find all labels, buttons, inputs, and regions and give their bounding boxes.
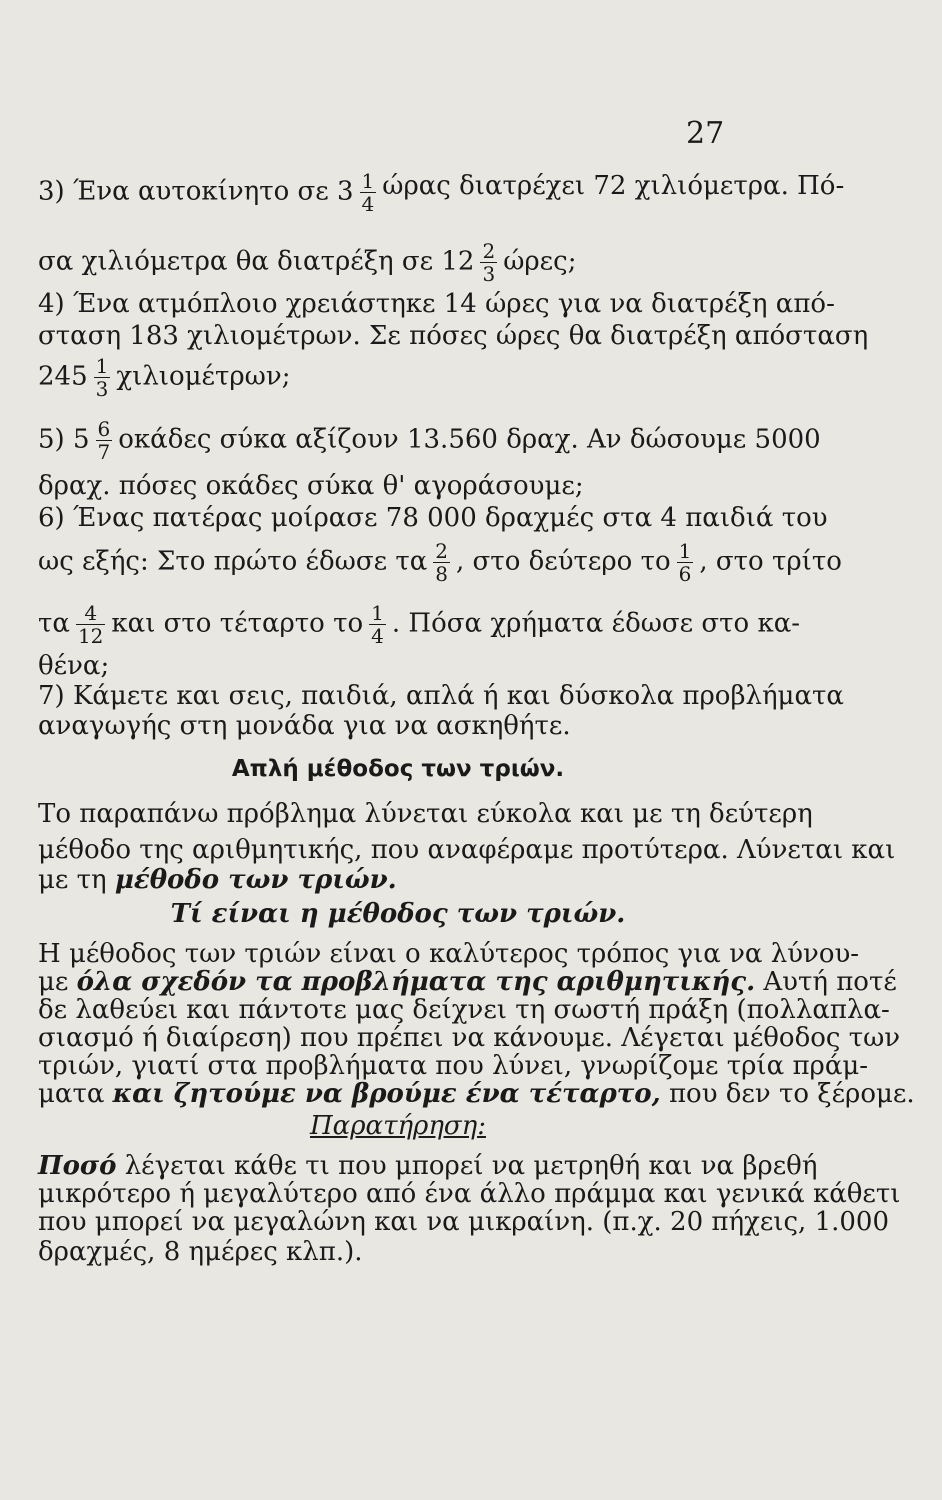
fraction [433, 540, 450, 585]
text: χιλιομέτρων; [116, 361, 291, 392]
denominator: 12 [77, 624, 104, 648]
numerator: 1 [371, 601, 384, 625]
paragraph-3-line-4: δραχμές, 8 ημέρες κλπ.). [38, 1237, 363, 1267]
fraction [677, 540, 694, 585]
fraction [76, 602, 105, 647]
text: τα [38, 608, 70, 639]
fraction [360, 170, 377, 215]
problem-4-line-3 [38, 355, 758, 400]
paragraph-2-line-3: δε λαθεύει και πάντοτε μας δείχνει τη σωστή πράξη (πολλαπλα- [38, 995, 890, 1025]
text: . Πόσα χρήματα έδωσε στο κα- [391, 608, 801, 639]
problem-4-line-2: σταση 183 χιλιομέτρων. Σε πόσες ώρες θα διατρέξη απόσταση [38, 321, 869, 351]
numerator: 1 [361, 169, 375, 193]
fraction [369, 602, 386, 647]
paragraph-3-line-3: που μπορεί να μεγαλώνη και να μικραίνη. (π.χ. 20 πήχεις, 1.000 [38, 1207, 890, 1237]
denominator: 3 [95, 377, 109, 401]
text: ώρας διατρέχει 72 χιλιόμετρα. Πό- [382, 171, 845, 201]
paragraph-1-line-1: Το παραπάνω πρόβλημα λύνεται εύκολα και με τη δεύτερη [38, 799, 813, 829]
problem-3-line-1 [38, 169, 845, 216]
numerator: 2 [435, 539, 449, 563]
numerator: 2 [482, 239, 496, 263]
text: Αυτή ποτέ [763, 967, 897, 997]
text: 245 [38, 361, 88, 392]
numerator: 4 [76, 602, 105, 625]
denominator: 7 [97, 440, 111, 464]
text: που δεν το ξέρομε. [668, 1079, 915, 1109]
paragraph-3-line-2: μικρότερο ή μεγαλύτερο από ένα άλλο πράμμα και γενικά κάθετι [38, 1179, 901, 1209]
paragraph-2-line-6 [38, 1078, 915, 1110]
text: σα χιλιόμετρα θα διατρέξη σε 12 [38, 246, 475, 277]
text: με τη [38, 865, 107, 895]
page-number: 27 [686, 116, 725, 151]
paragraph-2-line-4: σιασμό ή διαίρεση) που πρέπει να κάνουμε. Λέγεται μέθοδος των [38, 1023, 901, 1053]
problem-5-line-1 [38, 417, 821, 464]
heading-observation: Παρατήρηση: [310, 1111, 486, 1141]
text: οκάδες σύκα αξίζουν 13.560 δραχ. Αν δώσουμε 5000 [118, 424, 821, 455]
denominator: 4 [361, 192, 375, 216]
emphasis: Ποσό [38, 1151, 117, 1181]
problem-6-line-3 [38, 601, 801, 648]
text: , στο τρίτο [699, 546, 842, 577]
paragraph-2-line-1: Η μέθοδος των τριών είναι ο καλύτερος τρόπος για να λύνου- [38, 939, 860, 969]
paragraph-1-line-3 [38, 864, 758, 896]
problem-3-line-2 [38, 240, 758, 285]
text: με [38, 967, 69, 997]
problem-6-line-1: 6) Ένας πατέρας μοίρασε 78 000 δραχμές στα 4 παιδιά του [38, 503, 828, 533]
problem-7-line-2: αναγωγής στη μονάδα για να ασκηθήτε. [38, 711, 571, 741]
text: ώρες; [503, 246, 577, 277]
problem-6-line-2 [38, 539, 842, 586]
denominator: 4 [371, 624, 384, 648]
text: λέγεται κάθε τι που μπορεί να μετρηθή και να βρεθή [124, 1151, 818, 1181]
text: , στο δεύτερο το [456, 546, 671, 577]
heading-simple-rule-of-three: Απλή μέθοδος των τριών. [231, 756, 565, 782]
fraction [480, 240, 497, 285]
emphasis: και ζητούμε να βρούμε ένα τέταρτο, [112, 1079, 661, 1109]
emphasis: όλα σχεδόν τα προβλήματα της αριθμητικής. [76, 967, 756, 997]
problem-4-line-1: 4) Ένα ατμόπλοιο χρειάστηκε 14 ώρες για να διατρέξη από- [38, 289, 835, 319]
problem-7-line-1: 7) Κάμετε και σεις, παιδιά, απλά ή και δύσκολα προβλήματα [38, 681, 844, 711]
emphasis: μέθοδο των τριών. [114, 865, 397, 895]
paragraph-1-line-2: μέθοδο της αριθμητικής, που αναφέραμε προτύτερα. Λύνεται και [38, 835, 896, 865]
text: και στο τέταρτο το [111, 608, 364, 639]
fraction [96, 418, 113, 463]
denominator: 6 [678, 562, 692, 586]
numerator: 1 [678, 539, 692, 563]
numerator: 6 [97, 417, 111, 441]
text: 3) Ένα αυτοκίνητο σε 3 [38, 176, 354, 207]
text: ως εξής: Στο πρώτο έδωσε τα [38, 546, 428, 577]
fraction [94, 355, 111, 400]
numerator: 1 [95, 354, 109, 378]
text: ματα [38, 1079, 105, 1109]
problem-6-line-4: θένα; [38, 651, 110, 681]
heading-what-is-rule-of-three: Τί είναι η μέθοδος των τριών. [170, 899, 626, 929]
denominator: 8 [435, 562, 449, 586]
denominator: 3 [482, 262, 496, 286]
problem-5-line-2: δραχ. πόσες οκάδες σύκα θ' αγοράσουμε; [38, 471, 584, 501]
paragraph-2-line-5: τριών, γιατί στα προβλήματα που λύνει, γνωρίζομε τρία πράμ- [38, 1051, 869, 1081]
text: 5) 5 [38, 424, 90, 455]
